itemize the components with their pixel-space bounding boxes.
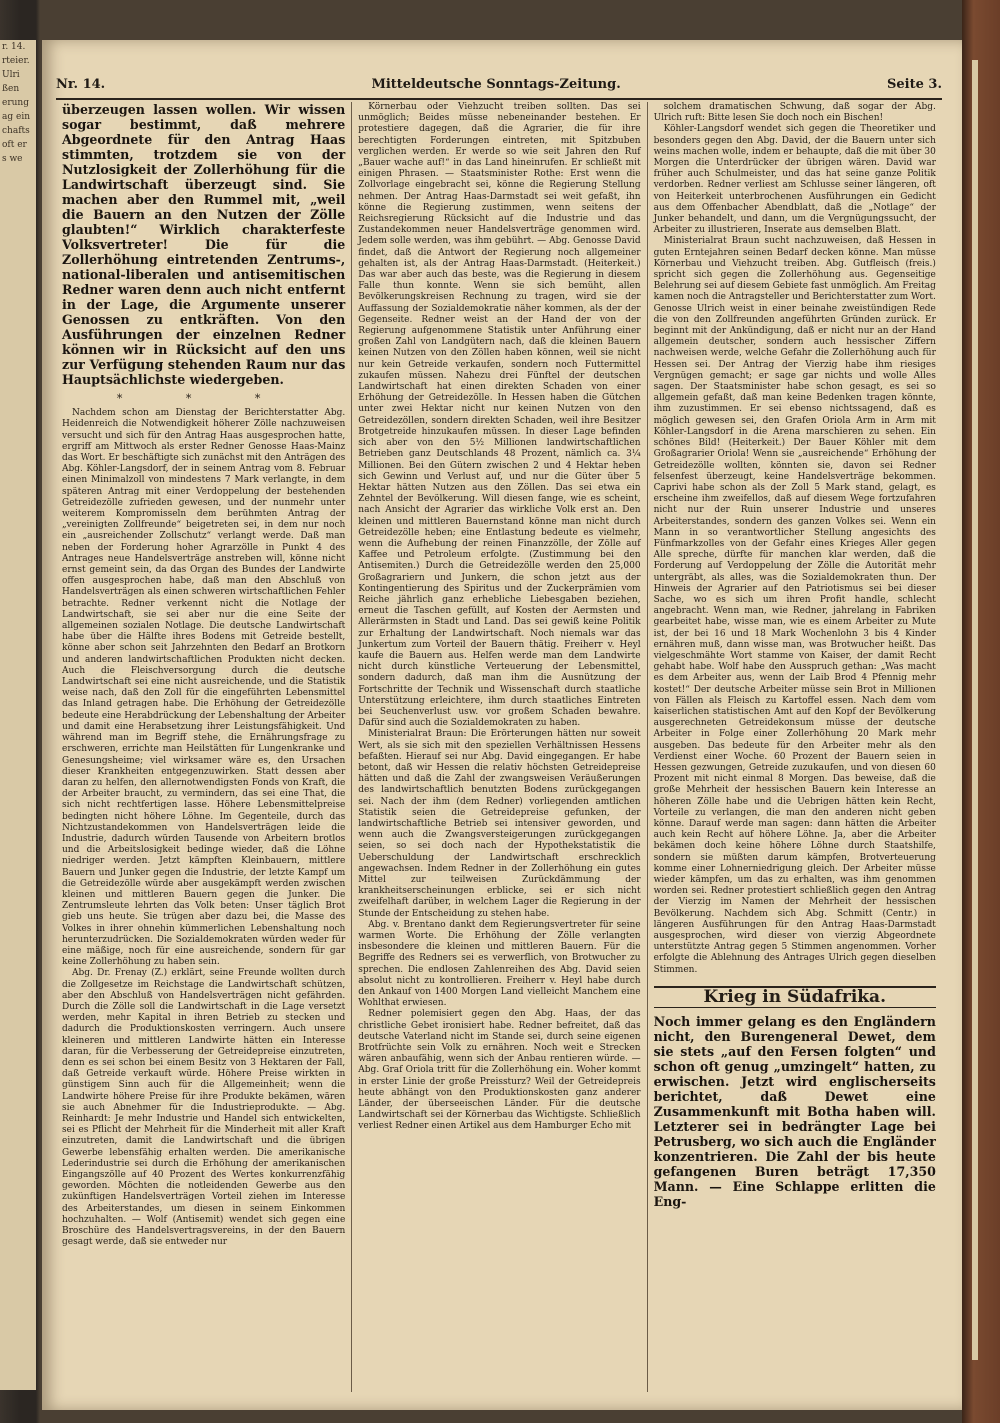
paragraph: Köhler-Langsdorf wendet sich gegen die Theoretiker und besonders gegen den Abg. David, der die Bauern unter sich weins machen wolle, indem er behaupte, daß die mit über 30 Morgen die Unterdrücker der übrigen wären. David war früher auch Schulmeister, und das hat seine ganze Politik verdorben. Redner verliest am Schlusse seiner längeren, oft von Heiterkeit unterbrochenen Ausführungen ein Gedicht aus dem Offenbacher Abendblatt, daß die „Notlage“ der Junker behandelt, und dann, um die Vergnügungssucht, der Arbeiter zu illustrieren, Inserate aus demselben Blatt. [653, 124, 936, 236]
paragraph: Ministerialrat Braun: Die Erörterungen hätten nur soweit Wert, als sie sich mit den speziellen Verhältnissen Hessens befaßten. Hierauf sei nur Abg. David eingegangen. Er habe betont, daß wir Hessen die relativ höchsten Getreidepreise hätten und daß die Zahl der zwangsweisen Veräußerungen des landwirtschaftlich benutzten Bodens zurückgegangen sei. Nach der ihm (dem Redner) vorliegenden amtlichen Statistik seien die Getreidepreise gefunken, der landwirtschaftliche Betrieb sei intensiver geworden, und wenn auch die Zwangsversteigerungen zurückgegangen seien, so sei doch nach der Hypothekstatistik die Ueberschuldung der Landwirtschaft erschrecklich angewachsen. Indem Redner in der Zollerhöhung ein gutes Mittel zur teilweisen Zurückdämmung der krankheitserscheinungen erblicke, sei er sich nicht zweifelhaft darüber, in welchem Lager die Regierung in der Stunde der Entscheidung zu stehen habe. [358, 729, 641, 919]
book-edge [962, 0, 1000, 1423]
column-2 [351, 102, 646, 1392]
paragraph: Nachdem schon am Dienstag der Berichterstatter Abg. Heidenreich die Notwendigkeit höherer Zölle nachzuweisen versucht und sich für den Antrag Haas ausgesprochen hatte, ergriff am Mittwoch als erster Redner Genosse Haas-Mainz das Wort. Er beschäftigte sich zunächst mit den Anträgen des Abg. Köhler-Langsdorf, der in seinem Antrag vom 8. Februar einen Minimalzoll von mindestens 7 Mark verlangte, in dem späteren Antrag mit einer Verdoppelung der bestehenden Getreidezölle zufrieden gewesen, und der nunmehr unter weiterem Kompromisseln dem berühmten Antrag der „vereinigten Zollfreunde“ beigetreten sei, in dem nur noch ein „ausreichender Zollschutz“ verlangt werde. Daß man neben der Forderung hoher Agrarzölle in Punkt 4 des Antrages neue Handelsverträge anstreben will, könne nicht ernst gemeint sein, da das Organ des Bundes der Landwirte offen ausgesprochen habe, daß man den Abschluß von Handelsverträgen als einen schweren wirtschaftlichen Fehler betrachte. Redner verkennt nicht die Notlage der Landwirtschaft, sie sei aber nur die eine Seite der allgemeinen sozialen Notlage. Die deutsche Landwirtschaft habe über die Hälfte ihres Bodens mit Getreide bestellt, könne aber schon seit Jahrzehnten den Bedarf an Brotkorn und anderen landwirtschaftlichen Produkten nicht decken. Auch die Fleischversorgung durch die deutsche Landwirtschaft sei eine nicht ausreichende, und die Statistik weise nach, daß den Zoll für die eingeführten Lebensmittel das Inland getragen habe. Die Erhöhung der Getreidezölle bedeute eine Herabdrückung der Lebenshaltung der Arbeiter und damit eine Herabsetzung ihrer Leistungsfähigkeit. Und während man im Begriff stehe, die Ernährungsfrage zu erschweren, errichte man Heilstätten für Lungenkranke und Genesungsheime; viel wirksamer wäre es, den Ursachen dieser Krankheiten entgegenzuwirken. Statt dessen aber daran zu helfen, den allernotwendigsten Fonds von Kraft, die der Arbeiter braucht, zu vermindern, das sei eine That, die sich nicht rechtfertigen lasse. Höhere Lebensmittelpreise bedingten nicht höhere Löhne. Im Gegenteile, durch das Nichtzustandekommen von Handelsverträgen leide die Industrie, dadurch würden Tausende von Arbeitern brotlos und die Arbeitslosigkeit bedinge wieder, daß die Löhne niedriger werden. Jetzt kämpften Kleinbauern, mittlere Bauern und Junker gegen die Industrie, der letzte Kampf um die Getreidezölle würde aber ausgekämpft werden zwischen kleinen und mittleren Bauern gegen die Junker. Die Zentrumsleute lehrten das Volk beten: Unser täglich Brot gieb uns heute. Sie trügen aber dazu bei, die Masse des Volkes in ihrer ohnehin kümmerlichen Lebenshaltung noch herunterzudrücken. Die Sozialdemokraten würden weder für eine mäßige, noch für eine ausreichende, sondern für gar keine Zollerhöhung zu haben sein. [62, 408, 346, 968]
article-headline: Krieg in Südafrika. [654, 986, 936, 1008]
column-3-body [654, 102, 936, 976]
strip-text: erung [2, 98, 29, 108]
strip-text: Ulri [2, 70, 20, 80]
strip-text: ag ein [2, 112, 30, 122]
column-2-body [358, 102, 640, 1133]
paragraph: Abg. Dr. Frenay (Z.) erklärt, seine Freunde wollten durch die Zollgesetze im Reichstage die Landwirtschaft schützen, aber den Abschluß von Handelsverträgen nicht gefährden. Durch die Zölle soll die Landwirtschaft in die Lage versetzt werden, mehr Kapital in ihren Betrieb zu stecken und dadurch die Produktionskosten verringern. Auch unsere kleineren und mittleren Landwirte hätten ein Interesse daran, für die Verbesserung der Getreidepreise einzutreten, denn es sei schon bei einem Besitz von 3 Hektaren der Fall, daß Getreide verkauft würde. Höhere Preise wirkten in günstigem Sinn auch für die Allgemeinheit; wenn die Landwirte höhere Preise für ihre Produkte bekämen, wären sie auch Abnehmer für die Industrieprodukte. — Abg. Reinhardt: Je mehr Industrie und Handel sich entwickelten, sei es Pflicht der Mehrheit für die Minderheit mit aller Kraft einzutreten, damit die Landwirtschaft und die übrigen Gewerbe lebensfähig erhalten werden. Die amerikanische Lederindustrie sei durch die Erhöhung der amerikanischen Eingangszölle auf 40 Prozent des Wertes konkurrenzfähig geworden. Möchten die notleidenden Gewerbe aus den zukünftigen Handelsverträgen Vorteil ziehen im Interesse des Arbeiterstandes, um diesen in seinem Einkommen hochzuhalten. — Wolf (Antisemit) wendet sich gegen eine Broschüre des Handelsvertragsvereins, in der den Bauern gesagt werde, daß sie entweder nur [62, 968, 346, 1248]
paragraph: Noch immer gelang es den Engländern nicht, den Burengeneral Dewet, dem sie stets „auf den Fersen folgten“ und schon oft genug „umzingelt“ hatten, zu erwischen. Jetzt wird englischerseits berichtet, daß Dewet eine Zusammenkunft mit Botha haben will. Letzterer sei in bedrängter Lage bei Petrusberg, wo sich auch die Engländer konzentrieren. Die Zahl der bis heute gefangenen Buren beträgt 17,350 Mann. — Eine Schlappe erlitten die Eng- [653, 1014, 936, 1210]
newspaper-title: Mitteldeutsche Sonntags-Zeitung. [371, 76, 621, 92]
paragraph: Abg. v. Brentano dankt dem Regierungsvertreter für seine warmen Worte. Die Erhöhung der Zölle verlangten insbesondere die kleinen und mittleren Bauern. Für die Begriffe des Redners sei es verwerflich, von Brotwucher zu sprechen. Die endlosen Zahlenreihen des Abg. David seien absolut nicht zu kontrollieren. Freiherr v. Heyl habe durch den Ankauf von 1400 Morgen Land vielleicht Manchem eine Wohlthat erwiesen. [358, 919, 641, 1009]
strip-text: s we [2, 154, 23, 164]
column-1-body [62, 408, 345, 1248]
strip-text: r. 14. [2, 42, 26, 52]
strip-text: oft er [2, 140, 27, 150]
paragraph: Redner polemisiert gegen den Abg. Haas, der das christliche Gebet ironisiert habe. Redner befreitet, daß das deutsche Vaterland nicht im Stande sei, durch seine eigenen Brotfrüchte sein Volk zu ernähren. Noch weit e Strecken wären anbaufähig, wenn sich der Anbau rentieren würde. — Abg. Graf Oriola tritt für die Zollerhöhung ein. Woher kommt in erster Linie der große Preissturz? Weil der Getreidepreis heute abhängt von den Produktionskosten ganz anderer Länder, der überseeischen Länder. Für die deutsche Landwirtschaft sei der Körnerbau das Wichtigste. Schließlich verliest Redner einen Artikel aus dem Hamburger Echo mit [358, 1009, 641, 1132]
column-1 [56, 102, 351, 1392]
adjacent-page-strip [0, 40, 36, 1390]
column-3-lead [654, 1014, 936, 1209]
newspaper-page [42, 40, 962, 1410]
paragraph: Körnerbau oder Viehzucht treiben sollten. Das sei unmöglich; Beides müsse nebeneinander bestehen. Er protestiere dagegen, daß die Agrarier, die für ihre berechtigten Forderungen eintreten, mit Spitzbuben verglichen werden. Er werde so wie seit Jahren den Ruf „Bauer wache auf!“ in das Land hineinrufen. Er schließt mit einigen Phrasen. — Staatsminister Rothe: Erst wenn die Zollvorlage eingebracht sei, könne die Regierung Stellung nehmen. Der Antrag Haas-Darmstadt sei weit gefaßt, ihn könne die Regierung zustimmen, wenn seitens der Reichsregierung Rücksicht auf die Industrie und das Zustandekommen neuer Handelsverträge genommen wird. Jedem solle werden, was ihm gebührt. — Abg. Genosse David findet, daß die Antwort der Regierung noch allgemeiner gehalten ist, als der Antrag Haas-Darmstadt. (Heiterkeit.) Das war aber auch das beste, was die Regierung in diesem Falle thun konnte. Wenn sie sich bemüht, allen Bevölkerungskreisen Rechnung zu tragen, wird sie der Auffassung der Sozialdemokratie näher kommen, als der der Gegenseite. Redner weist an der Hand der von der Regierung aufgenommene Statistik unter Anführung einer großen Zahl von Landgütern nach, daß die kleinen Bauern keinen Nutzen von den Zöllen haben können, weil sie nicht nur kein Getreide verkaufen, sondern noch Futtermittel zukaufen müssen. Nahezu drei Fünftel der deutschen Landwirtschaft hat einen direkten Schaden von einer Erhöhung der Getreidezölle. In Hessen haben die Gütchen unter zwei Hektar nicht nur keinen Nutzen von den Getreidezöllen, sondern direkten Schaden, weil ihre Besitzer Brotgetreide hinzukaufen müssen. In dieser Lage befinden sich aber von den 5½ Millionen landwirtschaftlichen Betrieben ganz Deutschlands 48 Prozent, nämlich ca. 3¼ Millionen. Bei den Gütern zwischen 2 und 4 Hektar heben sich Gewinn und Verlust auf, und nur die Güter über 5 Hektar hätten Nutzen aus den Zöllen. Das sei etwa ein Zehntel der Bevölkerung. Will diesen fange, wie es scheint, nach Ansicht der Agrarier das wirkliche Volk erst an. Den kleinen und mittleren Bauernstand könne man nicht durch Getreidezölle heben; eine Entlastung bedeute es vielmehr, wenn die Aufhebung der reinen Finanzzölle, der Zölle auf Kaffee und Petroleum erfolgte. (Zustimmung bei den Antisemiten.) Durch die Getreidezölle werden den 25,000 Großagrariern und Junkern, die schon jetzt aus der Kontingentierung des Spiritus und der Zuckerprämien vom Reiche jährlich ganz erhebliche Liebesgaben beziehen, erneut die Taschen gefüllt, auf Kosten der Aermsten und Allerärmsten in Stadt und Land. Das sei gewiß keine Politik zur Erhaltung der Landwirtschaft. Noch niemals war das Junkertum zum Vorteil der Bauern thätig. Freiherr v. Heyl kaufe die Bauern aus. Helfen werde man dem Landwirte nicht durch künstliche Verteuerung der Lebensmittel, sondern dadurch, daß man ihm die Ausnützung der Fortschritte der Technik und Wissenschaft durch staatliche Unterstützung erleichtere, ihm durch staatliches Eintreten bei Seuchenverlust usw. vor großem Schaden bewahre. Dafür sind auch die Sozialdemokraten zu haben. [358, 102, 641, 729]
column-3 [647, 102, 942, 1392]
section-separator: * * * [116, 392, 291, 405]
paragraph: solchem dramatischen Schwung, daß sogar der Abg. Ulrich ruft: Bitte lesen Sie doch noch ein Bischen! [653, 102, 936, 124]
paragraph: Ministerialrat Braun sucht nachzuweisen, daß Hessen in guten Erntejahren seinen Bedarf decken könne. Man müsse Körnerbau und Viehzucht treiben. Abg. Gutfleisch (freis.) spricht sich gegen die Zollerhöhung aus. Gegenseitige Belehrung sei auf diesem Gebiete fast unmöglich. Am Freitag kamen noch die Antragsteller und Berichterstatter zum Wort. Genosse Ulrich weist in einer beinahe zweistündigen Rede die von den Zollfreunden angeführten Gründen zurück. Er beginnt mit der Ankündigung, daß er nicht nur an der Hand allgemein deutscher, sondern auch hessischer Ziffern nachweisen werde, welche Gefahr die Zollerhöhung auch für Hessen sei. Der Antrag der Vierzig habe ihm riesiges Vergnügen gemacht; er sage gar nichts und wolle Alles sagen. Der Staatsminister habe schon gesagt, es sei so allgemein gefaßt, daß man keine Bedenken tragen könnte, ihm zuzustimmen. Er sei ebenso nichtssagend, daß es möglich gewesen sei, den Grafen Oriola Arm in Arm mit Köhler-Langsdorf in die Arena marschieren zu sehen. Ein schönes Bild! (Heiterkeit.) Der Bauer Köhler mit dem Großagrarier Oriola! Wenn sie „ausreichende“ Erhöhung der Getreidezölle wollten, könnten sie, davon sei Redner felsenfest überzeugt, keine Handelsverträge bekommen. Caprivi habe schon als der Zoll 5 Mark stand, gelagt, es erscheine ihm zweifellos, daß auf diesem Wege fortzufahren nicht nur der Ruin unserer Industrie und unseres Arbeiterstandes, sondern des ganzen Volkes sei. Wenn ein Mann in so verantwortlicher Stellung angesichts des Fünfmarkzolles von der Gefahr eines Krieges Aller gegen Alle spreche, dürfte für manchen klar werden, daß die Forderung auf Verdoppelung der Zölle die Autorität mehr untergräbt, als alles, was die Sozialdemokraten thun. Der Hinweis der Agrarier auf den Patriotismus sei bei dieser Sache, wo es sich um ihren Profit handle, schlecht angebracht. Wenn man, wie Redner, jahrelang in Fabriken gearbeitet habe, wisse man, wie es einem Arbeiter zu Mute ist, der bei 16 und 18 Mark Wochenlohn 3 bis 4 Kinder ernähren muß, dann wisse man, was Brotwucher heißt. Das vielgeschmähte Wort stamme von Kaiser, der damit Recht gehabt habe. Wolf habe den Ausspruch gethan: „Was macht es dem Arbeiter aus, wenn der Laib Brod 4 Pfennig mehr kostet!“ Der deutsche Arbeiter müsse sein Brot in Millionen von Fällen als Fleisch zu Kartoffel essen. Nach dem vom kaiserlichen statistischen Amt auf den Kopf der Bevölkerung ausgerechneten Getreidekonsum müsse der deutsche Arbeiter in Folge einer Zollerhöhung 20 Mark mehr ausgeben. Das bedeute für den Arbeiter mehr als den Verdienst einer Woche. 60 Prozent der Bauern seien in Hessen gezwungen, Getreide zuzukaufen, und von diesen 60 Prozent mit nicht einmal 8 Morgen. Das beweise, daß die große Mehrheit der hessischen Bauern kein Interesse an höheren Zölle habe und die Uebrigen hätten kein Recht, Vorteile zu verlangen, die man den anderen nicht geben könne. Darauf werde man sagen: dann hätten die Arbeiter auch kein Recht auf höhere Löhne. Ja, aber die Arbeiter bekämen doch keine höhere Löhne durch Staatshilfe, sondern sie müßten darum kämpfen, Brotverteuerung komme einer Lohnerniedrigung gleich. Der Arbeiter müsse wieder kämpfen, um das zu erhalten, was ihm genommen worden sei. Redner protestiert schließlich gegen den Antrag der Vierzig im Namen der Mehrheit der hessischen Bevölkerung. Nachdem sich Abg. Schmitt (Centr.) in längeren Ausführungen für den Antrag Haas-Darmstadt ausgesprochen, wird dieser von vierzig Abgeordnete unterstützte Antrag gegen 5 Stimmen angenommen. Vorher erfolgte die Ablehnung des Antrages Ulrich gegen dieselben Stimmen. [653, 236, 936, 975]
strip-text: chafts [2, 126, 30, 136]
text-columns [56, 102, 942, 1392]
page-number: Seite 3. [887, 76, 942, 92]
column-1-lead [62, 102, 345, 387]
strip-text: ßen [2, 84, 20, 94]
page-header [56, 72, 942, 96]
page-edge-highlight [972, 60, 978, 1360]
header-rule [56, 98, 942, 100]
issue-number: Nr. 14. [56, 76, 106, 92]
strip-text: rteier. [2, 56, 30, 66]
paragraph: überzeugen lassen wollen. Wir wissen sogar bestimmt, daß mehrere Abgeordnete für den Antrag Haas stimmten, trotzdem sie von der Nutzlosigkeit der Zollerhöhung für die Landwirtschaft überzeugt sind. Sie machen aber den Rummel mit, „weil die Bauern an den Nutzen der Zölle glaubten!“ Wirklich charakterfeste Volksvertreter! Die für die Zollerhöhung eintretenden Zentrums-, national-liberalen und antisemitischen Redner waren denn auch nicht entfernt in der Lage, die Argumente unserer Genossen zu entkräften. Von den Ausführungen der einzelnen Redner können wir in Rücksicht auf den uns zur Verfügung stehenden Raum nur das Hauptsächlichste wiedergeben. [62, 102, 346, 387]
